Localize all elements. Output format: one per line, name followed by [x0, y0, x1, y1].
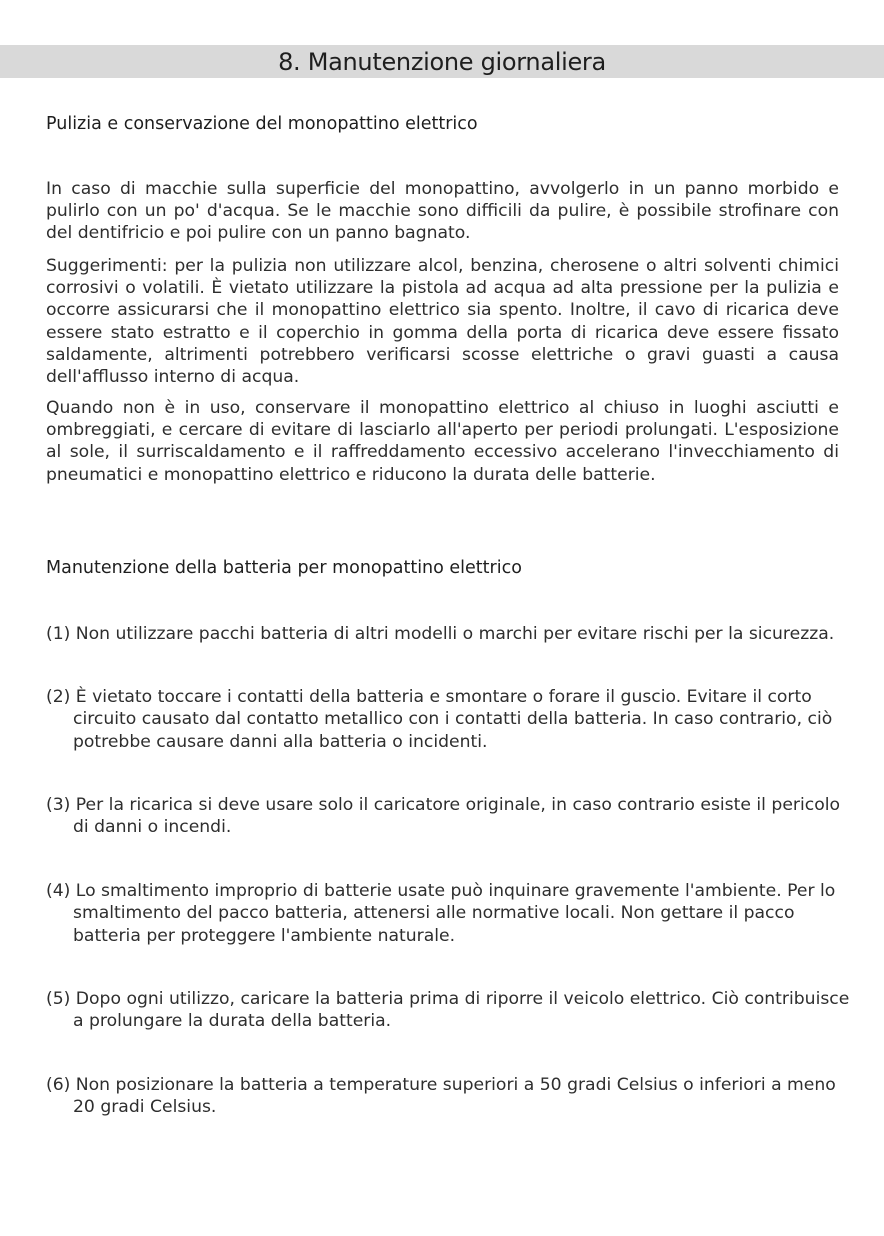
paragraph-suggestions: Suggerimenti: per la pulizia non utilizzare alcol, benzina, cherosene o altri solventi chimici corrosivi o volatili. È vietato utilizzare la pistola ad acqua ad alta pressione per la pulizia e occorre assicurarsi che il monopattino elettrico sia spento. Inoltre, il cavo di ricarica deve essere stato estratto e il coperchio in gomma della porta di ricarica deve essere fissato saldamente, altrimenti potrebbero verificarsi scosse elettriche o gravi guasti a causa dell'afflusso interno di acqua. [46, 256, 839, 388]
list-item: (3) Per la ricarica si deve usare solo il caricatore originale, in caso contrario esiste il pericolo di danni o incendi. [46, 795, 841, 838]
paragraph-cleaning: In caso di macchie sulla superficie del monopattino, avvolgerlo in un panno morbido e pulirlo con un po' d'acqua. Se le macchie sono difficili da pulire, è possibile strofinare con del dentifricio e poi pulire con un panno bagnato. [46, 179, 839, 244]
list-item: (2) È vietato toccare i contatti della batteria e smontare o forare il guscio. Evitare il corto circuito causato dal contatto metallico con i contatti della batteria. In caso contrario, ciò potrebbe causare danni alla batteria o incidenti. [46, 687, 833, 752]
list-item: (4) Lo smaltimento improprio di batterie usate può inquinare gravemente l'ambiente. Per lo smaltimento del pacco batteria, attenersi alle normative locali. Non gettare il pacco batteria per proteggere l'ambiente naturale. [46, 881, 836, 946]
paragraph-storage: Quando non è in uso, conservare il monopattino elettrico al chiuso in luoghi asciutti e ombreggiati, e cercare di evitare di lasciarlo all'aperto per periodi prolungati. L'esposizione al sole, il surriscaldamento e il raffreddamento eccessivo accelerano l'invecchiamento di pneumatici e monopattino elettrico e riducono la durata delle batterie. [46, 398, 839, 485]
list-item: (5) Dopo ogni utilizzo, caricare la batteria prima di riporre il veicolo elettrico. Ciò contribuisce a prolungare la durata della batteria. [46, 989, 850, 1032]
title-bar [0, 45, 884, 78]
section-heading-cleaning: Pulizia e conservazione del monopattino elettrico [46, 114, 478, 134]
page-title: 8. Manutenzione giornaliera [278, 47, 606, 76]
section-heading-battery: Manutenzione della batteria per monopattino elettrico [46, 558, 522, 578]
list-item: (6) Non posizionare la batteria a temperature superiori a 50 gradi Celsius o inferiori a meno 20 gradi Celsius. [46, 1075, 836, 1118]
list-item: (1) Non utilizzare pacchi batteria di altri modelli o marchi per evitare rischi per la sicurezza. [46, 624, 835, 644]
